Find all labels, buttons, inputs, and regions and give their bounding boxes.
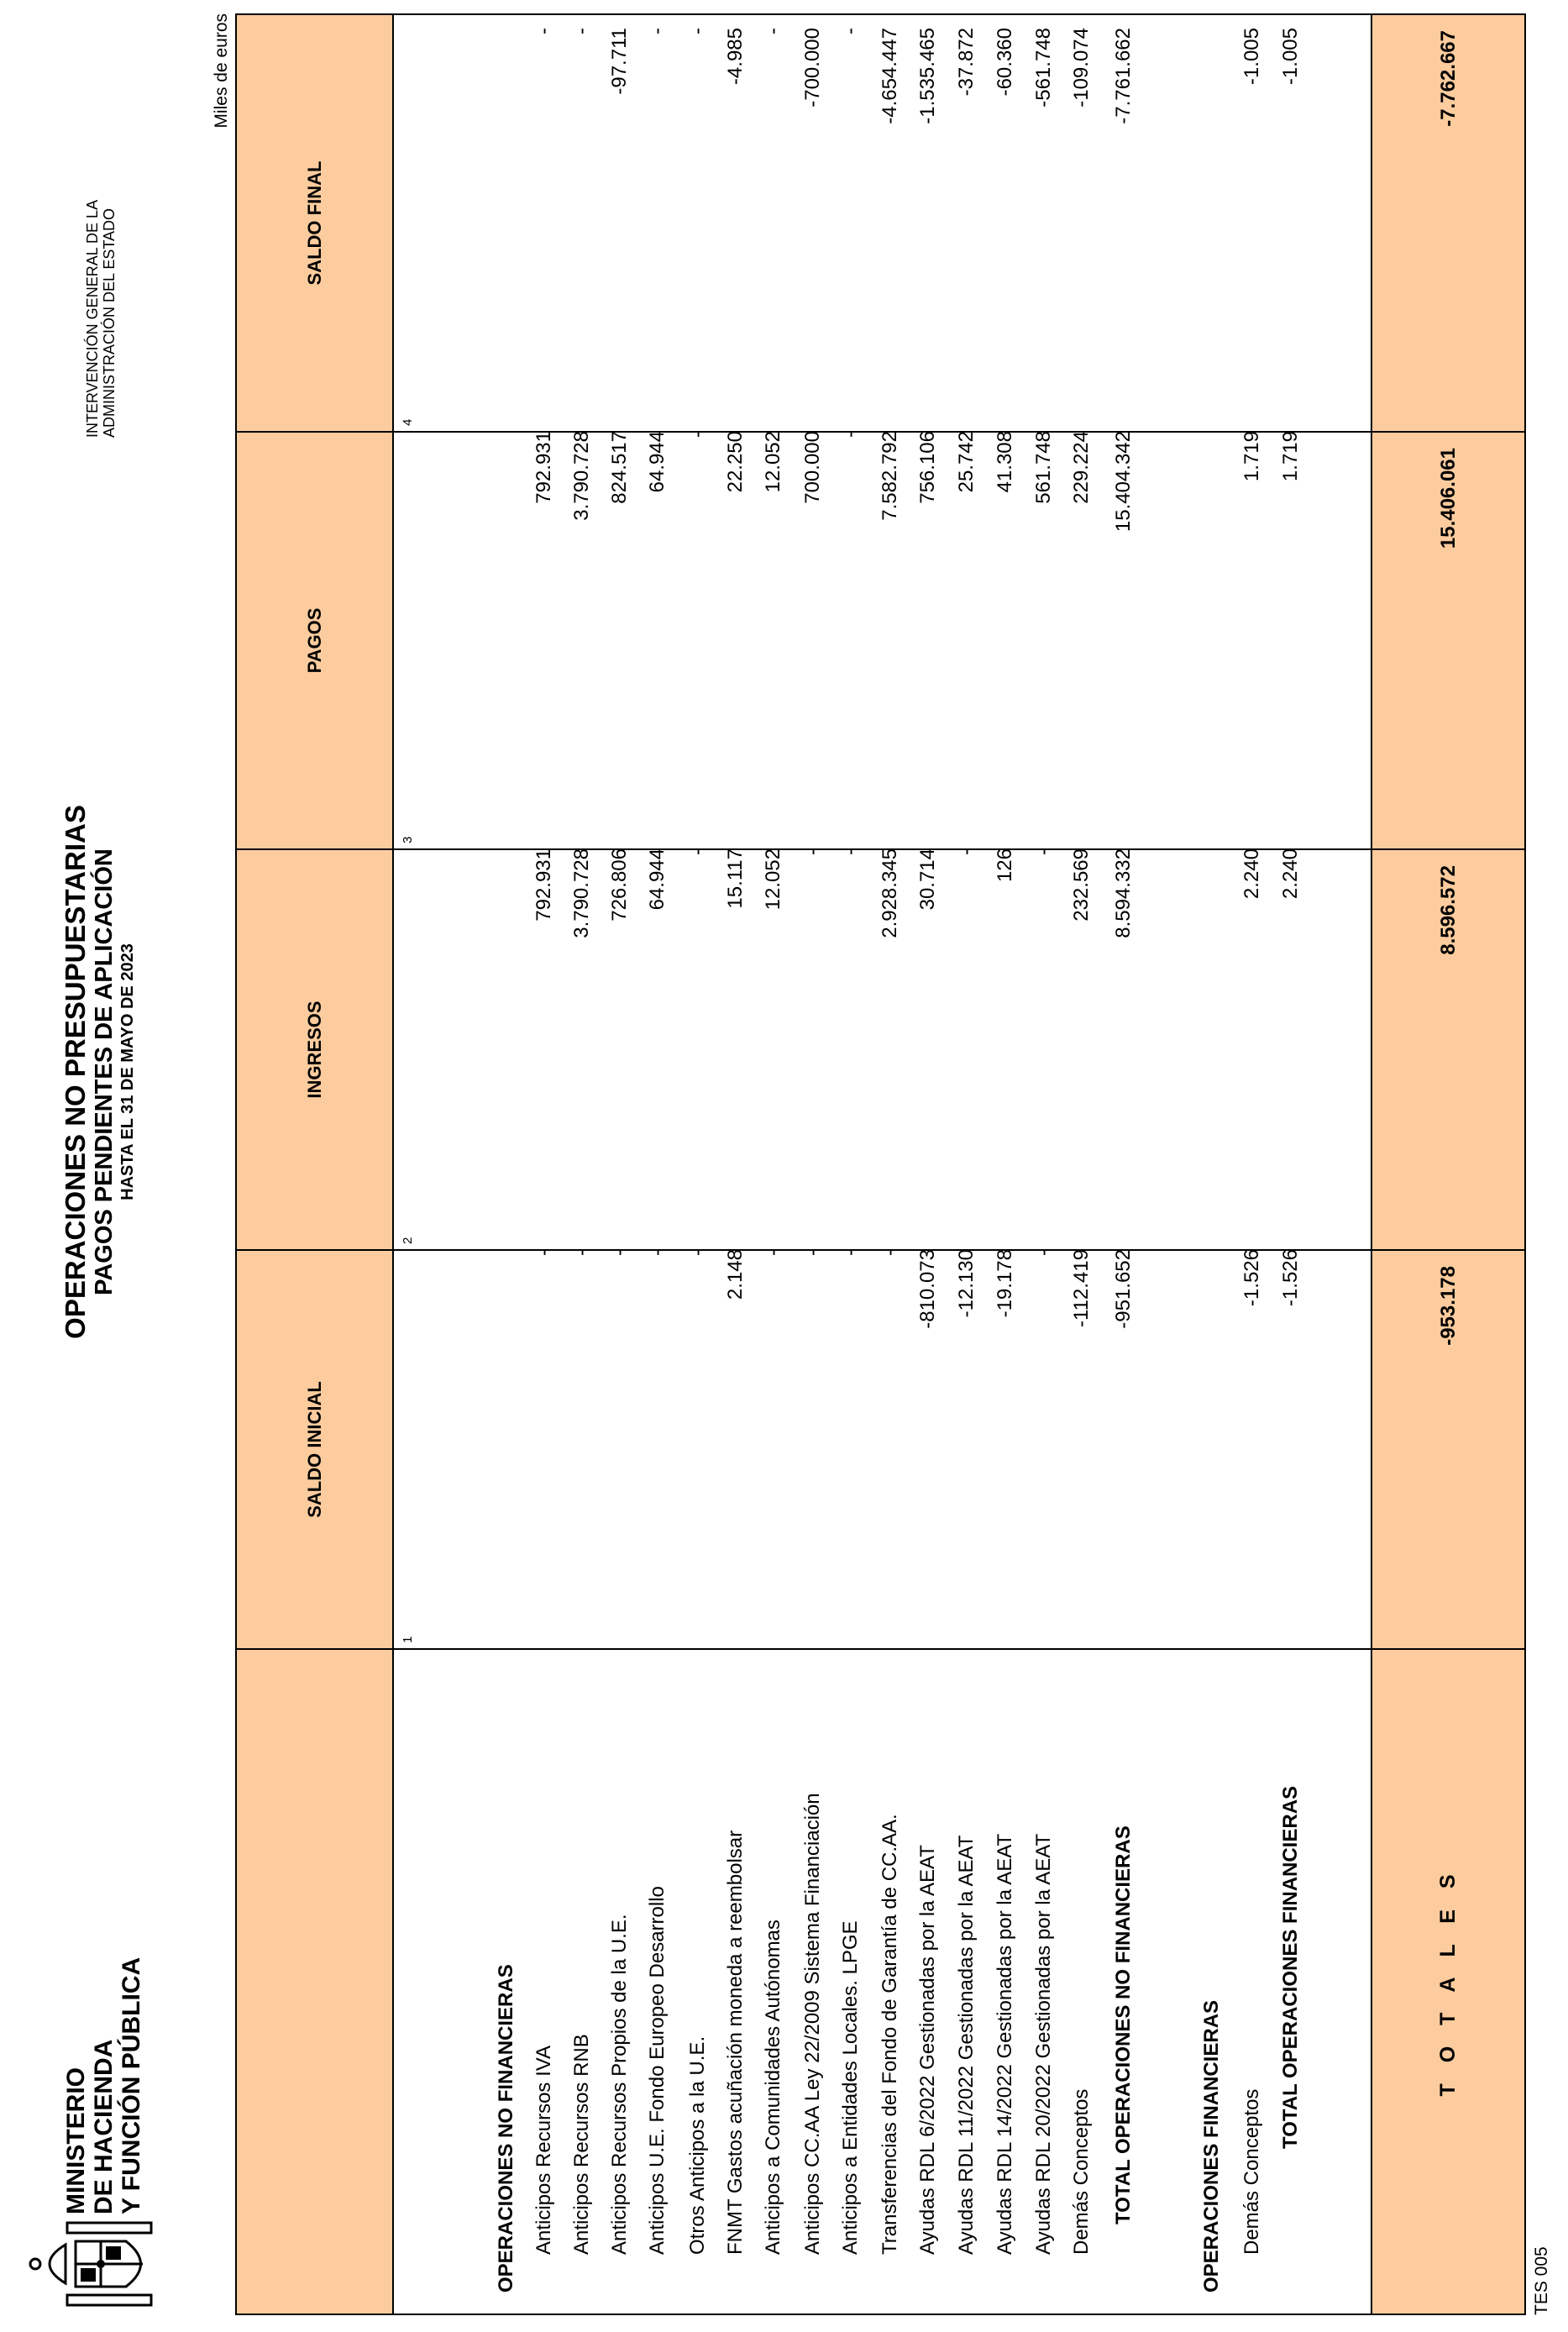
table-row xyxy=(608,15,642,2314)
row-value: -1.526 xyxy=(1279,1249,1302,1307)
row-label: Anticipos a Entidades Locales. LPGE xyxy=(839,1920,862,2255)
row-label: Anticipos U.E. Fondo Europeo Desarrollo xyxy=(646,1886,669,2255)
column-number: 3 xyxy=(401,836,415,843)
row-value: - xyxy=(686,28,709,34)
row-value: 64.944 xyxy=(646,848,669,911)
section-row xyxy=(495,15,528,2314)
row-label: Ayudas RDL 20/2022 Gestionadas por la AEAT xyxy=(1032,1833,1055,2255)
row-label: Ayudas RDL 6/2022 Gestionadas por la AEAT xyxy=(916,1845,939,2255)
row-value: - xyxy=(1032,848,1055,855)
row-value: - xyxy=(878,1249,901,1256)
row-value: 229.224 xyxy=(1070,431,1093,504)
total-row xyxy=(1112,15,1146,2314)
column-number: 4 xyxy=(401,418,415,426)
form-code: TES 005 xyxy=(1532,2246,1551,2315)
row-value: -700.000 xyxy=(801,28,824,108)
igae-label: INTERVENCIÓN GENERAL DE LA ADMINISTRACIÓN DEL ESTADO xyxy=(84,199,118,438)
totals-saldo-inicial: -953.178 xyxy=(1372,1249,1524,1648)
header-ingresos: INGRESOS xyxy=(237,848,392,1249)
row-value: -1.005 xyxy=(1279,28,1302,86)
row-value: -561.748 xyxy=(1032,28,1055,108)
row-value: 2.240 xyxy=(1279,848,1302,900)
row-value: 792.931 xyxy=(532,431,555,504)
row-label: Transferencias del Fondo de Garantía de CC.AA. xyxy=(878,1814,901,2255)
totals-ingresos: 8.596.572 xyxy=(1372,848,1524,1249)
row-value: -4.654.447 xyxy=(878,28,901,124)
row-value: - xyxy=(839,1249,862,1256)
row-value: - xyxy=(839,848,862,855)
row-value: 126 xyxy=(994,848,1016,883)
table-row xyxy=(646,15,679,2314)
report-title xyxy=(60,652,138,1492)
table-row xyxy=(570,15,604,2314)
row-value: 1.719 xyxy=(1240,431,1263,482)
row-value: 7.582.792 xyxy=(878,431,901,521)
table-row xyxy=(1032,15,1066,2314)
row-value: - xyxy=(646,1249,669,1256)
row-value: -60.360 xyxy=(994,28,1016,97)
row-value: 30.714 xyxy=(916,848,939,911)
row-value: 700.000 xyxy=(801,431,824,504)
row-value: 1.719 xyxy=(1279,431,1302,482)
table-row xyxy=(686,15,720,2314)
row-value: -97.711 xyxy=(608,28,631,95)
section-row xyxy=(1200,15,1234,2314)
row-value: 12.052 xyxy=(762,848,784,911)
totals-saldo-final: -7.762.667 xyxy=(1436,30,1460,127)
totals-label: T O T A L E S xyxy=(1372,1648,1524,2314)
row-value: 25.742 xyxy=(955,431,978,493)
row-value: - xyxy=(955,848,978,855)
row-label: Demás Conceptos xyxy=(1240,2088,1263,2255)
table-row xyxy=(801,15,835,2314)
row-value: - xyxy=(686,431,709,438)
title-line-1: OPERACIONES NO PRESUPUESTARIAS xyxy=(60,805,91,1339)
row-label: Demás Conceptos xyxy=(1070,2088,1093,2255)
table-row xyxy=(955,15,989,2314)
column-number: 1 xyxy=(401,1636,415,1643)
header-saldo-final: SALDO FINAL xyxy=(237,15,392,431)
row-label: Anticipos Recursos Propios de la U.E. xyxy=(608,1914,631,2255)
row-label: Anticipos Recursos IVA xyxy=(532,2046,555,2255)
table-header xyxy=(237,15,392,2314)
row-value: - xyxy=(762,28,784,34)
totals-pagos: 15.406.061 xyxy=(1372,431,1524,848)
row-label: Anticipos CC.AA Ley 22/2009 Sistema Financiación xyxy=(801,1793,824,2255)
header-concept xyxy=(237,1648,392,2314)
row-value: 15.404.342 xyxy=(1112,431,1135,533)
title-line-2: PAGOS PENDIENTES DE APLICACIÓN xyxy=(91,848,118,1295)
row-label: Anticipos a Comunidades Autónomas xyxy=(762,1920,784,2255)
table-body xyxy=(392,15,1371,2314)
row-value: 726.806 xyxy=(608,848,631,922)
row-value: 41.308 xyxy=(994,431,1016,493)
row-value: - xyxy=(646,28,669,34)
table-row xyxy=(1240,15,1274,2314)
row-value: - xyxy=(532,28,555,34)
row-value: -112.419 xyxy=(1070,1249,1093,1327)
row-value: - xyxy=(532,1249,555,1256)
row-value: - xyxy=(570,28,593,34)
row-label: TOTAL OPERACIONES FINANCIERAS xyxy=(1279,1785,1302,2149)
row-value: -19.178 xyxy=(994,1249,1016,1318)
header-pagos: PAGOS xyxy=(237,431,392,848)
row-value: -1.535.465 xyxy=(916,28,939,124)
row-label: OPERACIONES NO FINANCIERAS xyxy=(495,1964,517,2293)
table-row xyxy=(532,15,566,2314)
row-value: - xyxy=(686,1249,709,1256)
totals-row xyxy=(1371,15,1524,2314)
row-value: -12.130 xyxy=(955,1249,978,1318)
table-row xyxy=(994,15,1027,2314)
row-value: -1.005 xyxy=(1240,28,1263,86)
row-value: - xyxy=(686,848,709,855)
row-value: 824.517 xyxy=(608,431,631,504)
row-value: 2.148 xyxy=(724,1249,747,1300)
row-value: - xyxy=(570,1249,593,1256)
ministry-name: MINISTERIO DE HACIENDA Y FUNCIÓN PÚBLICA xyxy=(62,1956,145,2214)
total-row xyxy=(1279,15,1313,2314)
row-value: - xyxy=(1032,1249,1055,1256)
row-value: -109.074 xyxy=(1070,28,1093,108)
row-value: 561.748 xyxy=(1032,431,1055,504)
coat-of-arms-icon xyxy=(17,2213,165,2315)
row-value: - xyxy=(801,1249,824,1256)
row-value: 22.250 xyxy=(724,431,747,493)
table-row xyxy=(916,15,950,2314)
row-label: Ayudas RDL 11/2022 Gestionadas por la AEAT xyxy=(955,1835,978,2255)
table-row xyxy=(878,15,912,2314)
table-row xyxy=(1070,15,1104,2314)
units-label: Miles de euros xyxy=(212,13,231,129)
row-value: - xyxy=(801,848,824,855)
row-label: Anticipos Recursos RNB xyxy=(570,2034,593,2255)
row-value: 15.117 xyxy=(724,848,747,909)
table-row xyxy=(762,15,795,2314)
row-value: - xyxy=(608,1249,631,1256)
row-value: 756.106 xyxy=(916,431,939,504)
title-line-3: HASTA EL 31 DE MAYO DE 2023 xyxy=(118,943,137,1200)
row-label: Otros Anticipos a la U.E. xyxy=(686,2035,709,2255)
row-value: 12.052 xyxy=(762,431,784,493)
header-saldo-inicial: SALDO INICIAL xyxy=(237,1249,392,1648)
row-value: 792.931 xyxy=(532,848,555,922)
row-label: FNMT Gastos acuñación moneda a reembolsar xyxy=(724,1830,747,2255)
row-value: -1.526 xyxy=(1240,1249,1263,1307)
row-value: 3.790.728 xyxy=(570,848,593,938)
row-value: -37.872 xyxy=(955,28,978,97)
row-value: -7.761.662 xyxy=(1112,28,1135,124)
row-value: - xyxy=(762,1249,784,1256)
row-label: Ayudas RDL 14/2022 Gestionadas por la AEAT xyxy=(994,1833,1016,2255)
row-value: 232.569 xyxy=(1070,848,1093,922)
table-row xyxy=(724,15,758,2314)
row-value: 8.594.332 xyxy=(1112,848,1135,938)
row-label: TOTAL OPERACIONES NO FINANCIERAS xyxy=(1112,1825,1135,2224)
row-value: -4.985 xyxy=(724,28,747,86)
row-value: 2.240 xyxy=(1240,848,1263,900)
row-value: 3.790.728 xyxy=(570,431,593,521)
row-value: 2.928.345 xyxy=(878,848,901,938)
row-value: 64.944 xyxy=(646,431,669,493)
table-row xyxy=(839,15,873,2314)
row-label: OPERACIONES FINANCIERAS xyxy=(1200,1999,1223,2293)
row-value: - xyxy=(839,28,862,34)
row-value: -951.652 xyxy=(1112,1249,1135,1329)
row-value: - xyxy=(839,431,862,438)
column-number: 2 xyxy=(401,1237,415,1244)
data-table xyxy=(235,13,1526,2315)
row-value: -810.073 xyxy=(916,1249,939,1329)
